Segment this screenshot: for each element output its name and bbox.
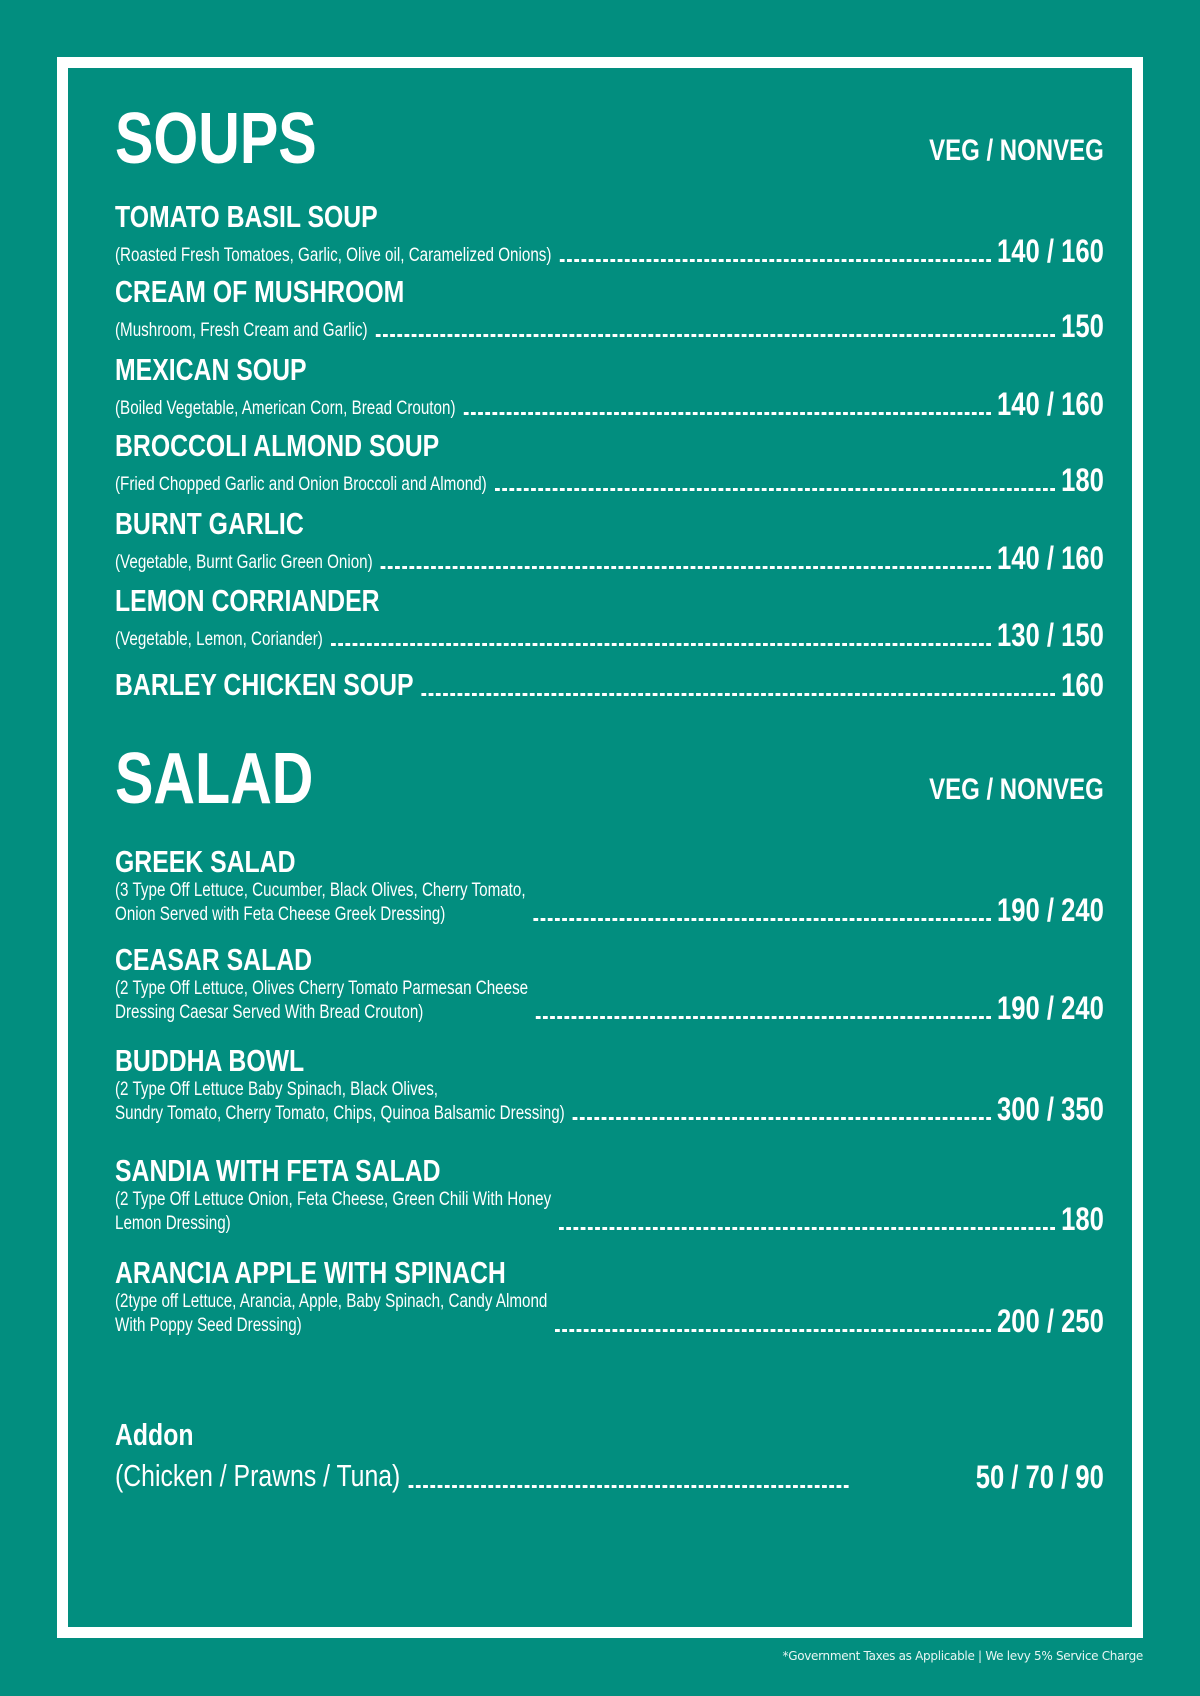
menu-item-description: [115, 977, 528, 1025]
soups-title: SOUPS: [115, 99, 317, 179]
menu-item: [115, 200, 1104, 268]
description-line: (Vegetable, Burnt Garlic Green Onion): [115, 552, 373, 573]
menu-content: [115, 0, 1104, 1696]
description-line: (2 Type Off Lettuce Baby Spinach, Black Olives,: [115, 1079, 439, 1100]
menu-item-name: BUDDHA BOWL: [115, 1043, 305, 1078]
menu-item-name: TOMATO BASIL SOUP: [115, 199, 378, 234]
menu-item-price: 130 / 150: [997, 617, 1104, 653]
menu-item-name: CEASAR SALAD: [115, 942, 313, 977]
dotted-leader: [464, 412, 991, 415]
soups-veg-nonveg-header: VEG / NONVEG: [929, 134, 1104, 167]
dotted-leader: [422, 693, 1055, 696]
menu-item-row: [115, 1290, 1104, 1338]
dotted-leader: [376, 334, 1055, 337]
addon-options: (Chicken / Prawns / Tuna): [115, 1458, 401, 1493]
menu-item-price: 140 / 160: [997, 386, 1104, 422]
menu-item-price: 150: [1061, 308, 1104, 344]
dotted-leader: [555, 1329, 990, 1332]
dotted-leader: [381, 566, 991, 569]
menu-item-description: [115, 1290, 547, 1338]
menu-item-price: 190 / 240: [997, 990, 1104, 1026]
menu-item-price: 140 / 160: [997, 540, 1104, 576]
description-line: (2type off Lettuce, Arancia, Apple, Baby Spinach, Candy Almond: [115, 1291, 548, 1312]
description-line: (3 Type Off Lettuce, Cucumber, Black Olives, Cherry Tomato,: [115, 880, 526, 901]
menu-item-description: [115, 551, 373, 575]
menu-item: [115, 1044, 1104, 1126]
description-line: Lemon Dressing): [115, 1213, 231, 1234]
dotted-leader: [559, 259, 990, 262]
description-line: (Vegetable, Lemon, Coriander): [115, 629, 323, 650]
description-line: (2 Type Off Lettuce Onion, Feta Cheese, Green Chili With Honey: [115, 1189, 552, 1210]
menu-item-row: [115, 1078, 1104, 1126]
menu-item: [115, 429, 1104, 497]
description-line: Onion Served with Feta Cheese Greek Dressing): [115, 904, 446, 925]
menu-item-price: 300 / 350: [997, 1091, 1104, 1127]
menu-item-name: BURNT GARLIC: [115, 506, 304, 541]
menu-item-name: BROCCOLI ALMOND SOUP: [115, 428, 440, 463]
dotted-leader: [559, 1227, 1054, 1230]
menu-item-price: 180: [1061, 1201, 1104, 1237]
menu-item-name: ARANCIA APPLE WITH SPINACH: [115, 1255, 506, 1290]
menu-item: [115, 353, 1104, 421]
menu-item: [115, 1256, 1104, 1338]
dotted-leader: [536, 1016, 991, 1019]
menu-item-description: [115, 628, 323, 652]
salad-title: SALAD: [115, 739, 314, 819]
menu-item-row: [115, 1188, 1104, 1236]
menu-item-description: [115, 397, 456, 421]
menu-item-row: [115, 541, 1104, 575]
menu-item-name: BARLEY CHICKEN SOUP: [115, 667, 414, 702]
menu-item-name: GREEK SALAD: [115, 844, 296, 879]
menu-item-name: MEXICAN SOUP: [115, 352, 307, 387]
description-line: (Fried Chopped Garlic and Onion Broccoli and Almond): [115, 474, 487, 495]
dotted-leader: [408, 1485, 848, 1488]
footer-note: *Government Taxes as Applicable | We levy 5% Service Charge: [782, 1649, 1143, 1663]
menu-item-price: 200 / 250: [997, 1303, 1104, 1339]
menu-item-description: [115, 319, 368, 343]
menu-item-price: 160: [1061, 667, 1104, 703]
addon-item: [115, 1418, 1104, 1494]
dotted-leader: [573, 1117, 991, 1120]
menu-item-name: SANDIA WITH FETA SALAD: [115, 1153, 441, 1188]
addon-label: Addon: [115, 1417, 194, 1452]
menu-item-description: [115, 244, 551, 268]
menu-item-name: LEMON CORRIANDER: [115, 583, 380, 618]
description-line: Dressing Caesar Served With Bread Crouton): [115, 1002, 424, 1023]
menu-item-price: 190 / 240: [997, 892, 1104, 928]
menu-item-row: [115, 387, 1104, 421]
description-line: Sundry Tomato, Cherry Tomato, Chips, Quinoa Balsamic Dressing): [115, 1103, 565, 1124]
menu-item-name: CREAM OF MUSHROOM: [115, 274, 405, 309]
addon-price: 50 / 70 / 90: [975, 1459, 1104, 1495]
menu-item-row: [115, 879, 1104, 927]
description-line: With Poppy Seed Dressing): [115, 1315, 302, 1336]
menu-item-row: [115, 234, 1104, 268]
menu-item-price: 180: [1061, 462, 1104, 498]
menu-item-description: [115, 879, 526, 927]
menu-item: [115, 507, 1104, 575]
dotted-leader: [534, 918, 991, 921]
description-line: (Roasted Fresh Tomatoes, Garlic, Olive oil, Caramelized Onions): [115, 245, 552, 266]
menu-item: [115, 1154, 1104, 1236]
menu-item: [115, 943, 1104, 1025]
menu-item-row: [115, 463, 1104, 497]
menu-item-description: [115, 1188, 551, 1236]
menu-item-description: [115, 473, 487, 497]
menu-item-row: [115, 309, 1104, 343]
dotted-leader: [495, 488, 1055, 491]
menu-item-row: [115, 618, 1104, 652]
menu-item-description: [115, 1078, 565, 1126]
menu-item: [115, 584, 1104, 652]
description-line: (Boiled Vegetable, American Corn, Bread Crouton): [115, 398, 456, 419]
description-line: (2 Type Off Lettuce, Olives Cherry Tomato Parmesan Cheese: [115, 978, 529, 999]
menu-item: [115, 668, 1104, 702]
menu-item-price: 140 / 160: [997, 233, 1104, 269]
menu-item: [115, 275, 1104, 343]
menu-item-row: [115, 977, 1104, 1025]
menu-item: [115, 845, 1104, 927]
dotted-leader: [331, 643, 991, 646]
salad-veg-nonveg-header: VEG / NONVEG: [929, 773, 1104, 806]
description-line: (Mushroom, Fresh Cream and Garlic): [115, 320, 368, 341]
menu-item-row: [115, 668, 1104, 702]
